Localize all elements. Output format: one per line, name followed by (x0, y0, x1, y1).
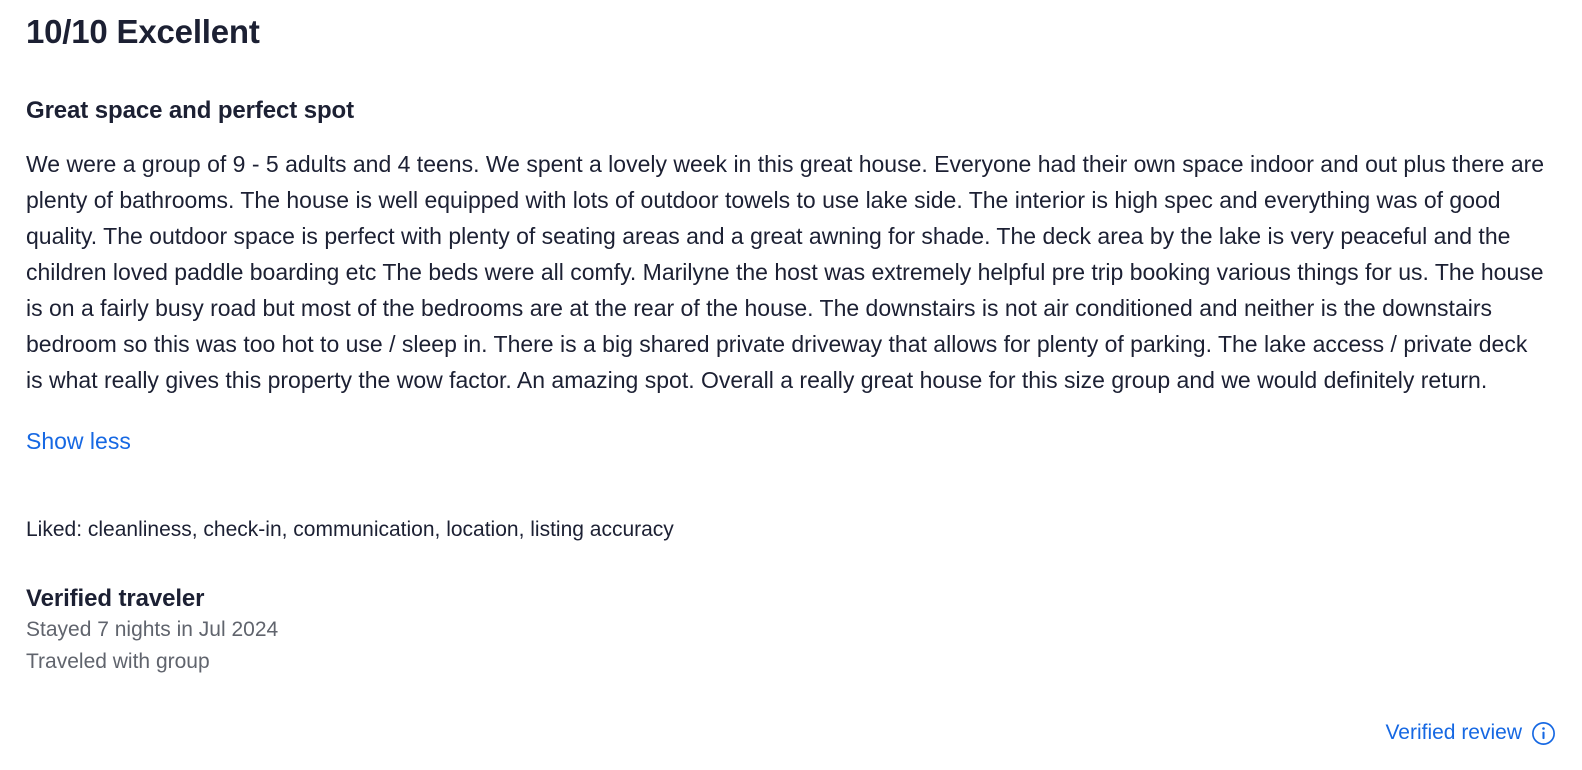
travel-type: Traveled with group (26, 650, 210, 673)
review-body-text: We were a group of 9 - 5 adults and 4 teens. We spent a lovely week in this great house. Everyone had their own space indoor and out plus there are plenty of bathrooms. The house is well equipped with lots of outdoor towels to use lake side. The interior is high spec and everything was of good quality. The outdoor space is perfect with plenty of seating areas and a great awning for shade. The deck area by the lake is very peaceful and the children loved paddle boarding etc The beds were all comfy. Marilyne the host was extremely helpful pre trip booking various things for us. The house is on a fairly busy road but most of the bedrooms are at the rear of the house. The downstairs is not air conditioned and neither is the downstairs bedroom so this was too hot to use / sleep in. There is a big shared private driveway that allows for plenty of parking. The lake access / private deck is what really gives this property the wow factor. An amazing spot. Overall a really great house for this size group and we would definitely return. (26, 151, 1545, 393)
show-less-link[interactable]: Show less (26, 428, 131, 454)
info-icon[interactable] (1531, 721, 1556, 746)
traveler-name: Verified traveler (26, 585, 205, 612)
verified-review-badge[interactable] (1385, 720, 1556, 746)
rating-headline: 10/10 Excellent (26, 13, 260, 50)
stay-length: Stayed 7 nights in Jul 2024 (26, 618, 279, 641)
verified-review-label: Verified review (1385, 721, 1522, 744)
liked-attributes: Liked: cleanliness, check-in, communication, location, listing accuracy (26, 518, 674, 541)
review-title: Great space and perfect spot (26, 97, 354, 124)
traveler-info (26, 544, 1556, 678)
